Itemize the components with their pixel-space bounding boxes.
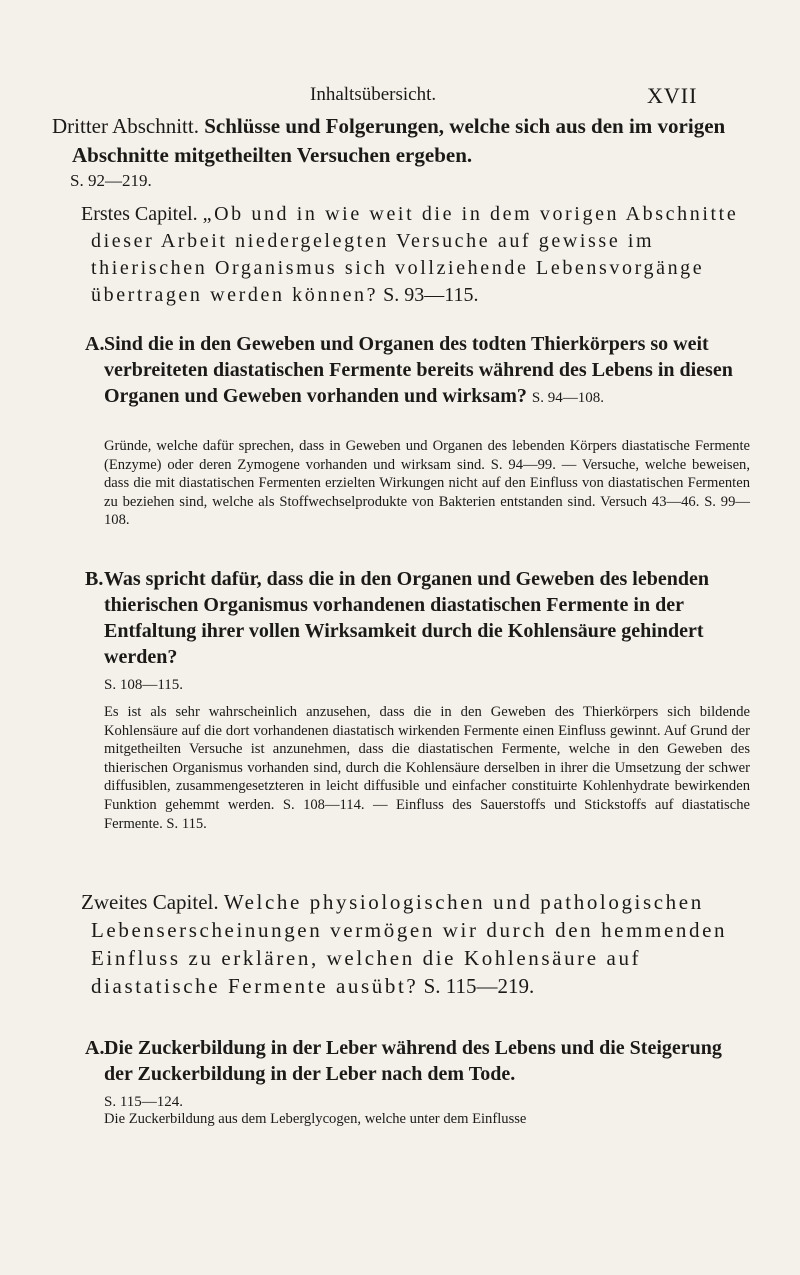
subsection-a-2: [85, 1035, 750, 1115]
running-head: [0, 84, 800, 108]
section-title: Schlüsse und Folgerungen, welche sich aus den im vorigen Abschnitte mitgetheilten Versuchen ergeben.: [72, 114, 726, 167]
subsection-b-1-text: Es ist als sehr wahrscheinlich anzusehen, dass die in den Geweben des Thierkörpers sich bildende Kohlensäure auf die dort vorhandenen diastatisch wirkenden Fermente einen Einfluss gewinnt. Auf Grund der mitgetheilten Versuche ist anzunehmen, dass die diastatischen Fermente, welche in den Geweben des thierischen Organismus vorhanden sind, durch die Kohlensäure derselben in ihrer die Umsetzung der schwer diffusiblen, zusammengesetzteren in leicht diffusible und einfacher constituirte Kohlenhydrate bewirkenden Funktion gehemmt werden. S. 108—114. — Einfluss des Sauerstoffs und Stickstoffs auf diastatische Fermente. S. 115.: [104, 704, 750, 832]
subsection-a-1-title: Sind die in den Geweben und Organen des todten Thierkörpers so weit verbreiteten diastatischen Fermente bereits während des Lebens in diesen Organen und Geweben vorhanden und wirksam?: [104, 333, 733, 407]
subsection-a-2-body: [104, 1035, 750, 1115]
page-number: XVII: [647, 83, 698, 108]
chapter-1-heading: [81, 201, 761, 309]
subsection-a-1: [85, 331, 750, 411]
chapter-2-heading: [81, 888, 761, 1000]
chapter-2-title: Welche physiologischen und pathologischen Lebenserscheinungen vermögen wir durch den hemmenden Einfluss zu erklären, welchen die Kohlensäure auf diastatische Fermente ausübt?: [91, 890, 728, 998]
subsection-b-1-pages: S. 108—115.: [104, 677, 184, 693]
chapter-2-pages: S. 115—219.: [423, 974, 535, 998]
subsection-a-2-pages: S. 115—124.: [104, 1094, 184, 1110]
subsection-b-1-title: Was spricht dafür, dass die in den Organen und Geweben des lebenden thierischen Organismus vorhandenen diastatischen Fermente in der Entfaltung ihrer vollen Wirksamkeit durch die Kohlensäure gehindert werden?: [104, 568, 709, 668]
chapter-1-label: Erstes Capitel.: [81, 203, 198, 225]
subsection-b-1-body: [104, 566, 750, 698]
subsection-b-1-letter: B.: [85, 568, 104, 590]
subsection-a-1-pages: S. 94—108.: [531, 390, 604, 406]
chapter-2-label: Zweites Capitel.: [81, 890, 219, 914]
subsection-b-1: [85, 566, 750, 698]
section-label: Dritter Abschnitt.: [52, 114, 199, 138]
section-pages: S. 92—219.: [70, 171, 152, 190]
section-heading: [52, 112, 772, 170]
chapter-1-pages: S. 93—115.: [383, 284, 479, 306]
running-title: Inhaltsübersicht.: [310, 84, 437, 105]
subsection-a-2-title: Die Zuckerbildung in der Leber während des Lebens und die Steigerung der Zuckerbildung in der Leber nach dem Tode.: [104, 1037, 722, 1085]
subsection-a-1-body: [104, 331, 750, 411]
subsection-a-2-text: Die Zuckerbildung aus dem Leberglycogen, welche unter dem Einflusse: [104, 1111, 527, 1127]
subsection-a-1-text: Gründe, welche dafür sprechen, dass in Geweben und Organen des lebenden Körpers diastatische Fermente (Enzyme) oder deren Zymogene vorhanden und wirksam sind. S. 94—99. — Versuche, welche beweisen, dass die mit diastatischen Fermenten erzielten Wirkungen nicht auf den Einfluss von diastatischen Fermenten zu beziehen sind, welche als Stoffwechselprodukte von Bakterien entstanden sind. Versuch 43—46. S. 99—108.: [104, 438, 750, 529]
subsection-a-1-letter: A.: [85, 333, 105, 355]
subsection-a-2-letter: A.: [85, 1037, 105, 1059]
chapter-1-title: „Ob und in wie weit die in dem vorigen Abschnitte dieser Arbeit niedergelegten Versuche auf gewisse im thierischen Organismus sich vollziehende Lebensvorgänge übertragen werden können?: [91, 203, 739, 306]
